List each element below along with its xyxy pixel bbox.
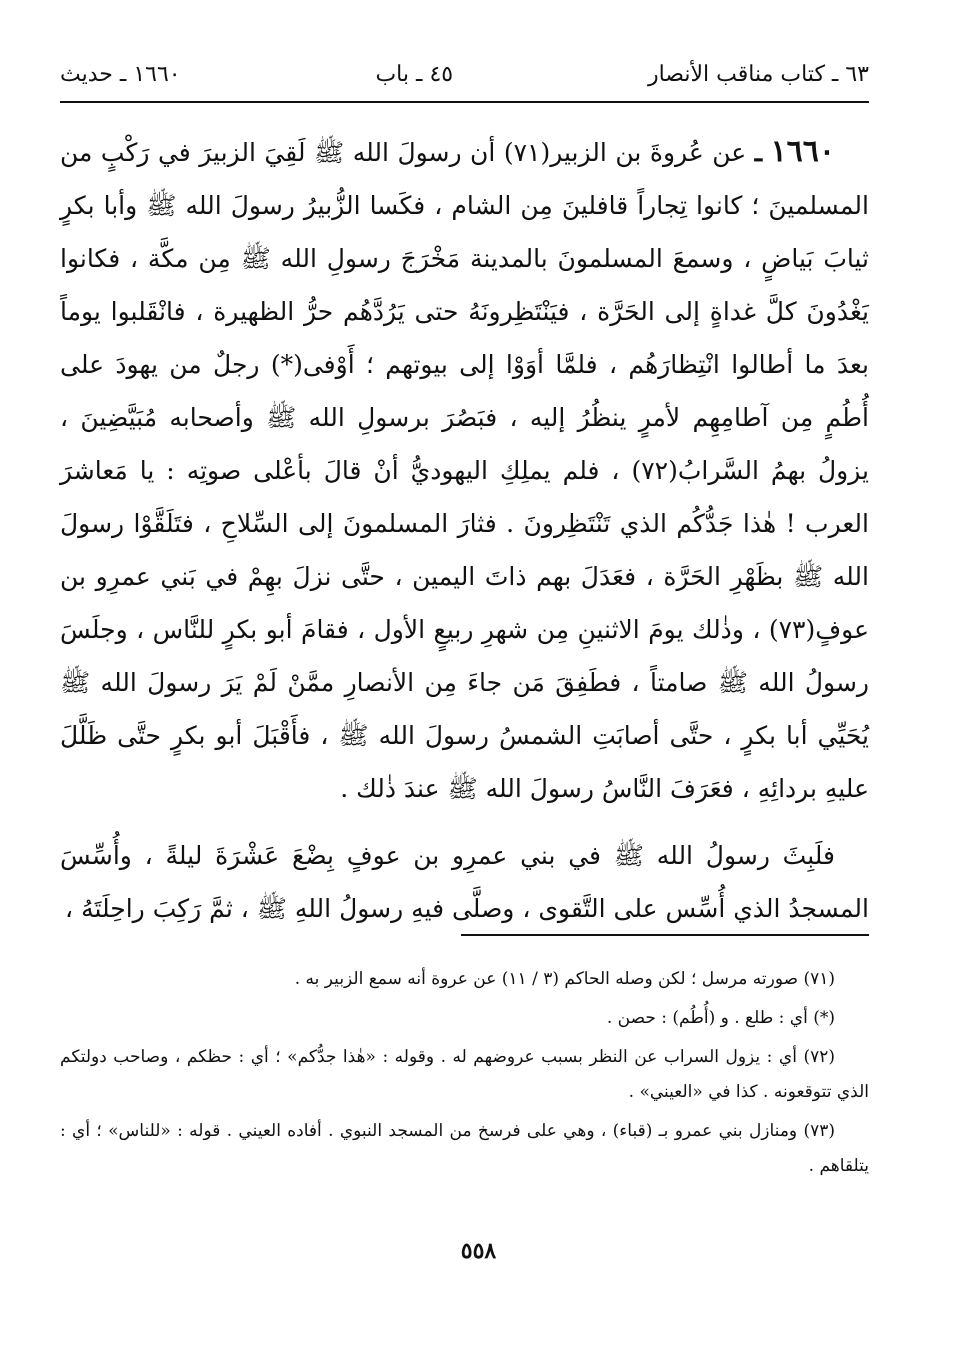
footnotes <box>60 962 869 1188</box>
page-number: ٥٥٨ <box>460 1238 497 1264</box>
footnote-72: (٧٢) أي : يزول السراب عن النظر بسبب عروضهم له . وقوله : «هٰذا جدُّكم» ؛ أي : حظكم ، وصاحب دولتكم الذي تتوقعونه . كذا في «العيني» . <box>60 1047 869 1102</box>
header-chapter-title: ٦٣ ـ كتاب مناقب الأنصار <box>647 61 869 87</box>
hadith-number: ١٦٦٠ <box>770 134 836 169</box>
footnote-star: (*) أي : طلع . و (أُطُم) : حصن . <box>606 1008 835 1028</box>
header-divider <box>60 101 869 103</box>
hadith-text-1: عن عُروةَ بن الزبير(٧١) أن رسولَ الله ﷺ لَقِيَ الزبيرَ في رَكْبٍ من المسلمينَ ؛ كانوا تِجاراً قافلينَ مِن الشام ، فكَسا الزُّبيرُ رسولَ الله ﷺ وأبا بكرٍ ثيابَ بَياضٍ ، وسمعَ المسلمونَ بالمدينة مَخْرَجَ رسولِ الله ﷺ مِن مكَّة ، فكانوا يَغْدُونَ كلَّ غداةٍ إلى الحَرَّة ، فيَنْتَظِرونَهُ حتى يَرُدَّهُم حرُّ الظهيرة ، فانْقَلبوا يوماً بعدَ ما أطالوا انْتِظارَهُم ، فلمَّا أوَوْا إلى بيوتهم ؛ أَوْفى(*) رجلٌ من يهودَ على أُطُمٍ مِن آطامِهِم لأمرٍ ينظُرُ إليه ، فبَصُرَ برسولِ الله ﷺ وأصحابه مُبَيَّضِينَ ، يزولُ بهمُ السَّرابُ(٧٢) ، فلم يملِكِ اليهوديُّ أنْ قالَ بأعْلى صوتِه : يا مَعاشرَ العرب ! هٰذا جَدُّكُم الذي تَنْتَظِرونَ . فثارَ المسلمونَ إلى السِّلاحِ ، فتَلَقَّوْا رسولَ الله ﷺ بظَهْرِ الحَرَّة ، فعَدَلَ بهم ذاتَ اليمين ، حتَّى نزلَ بهِمْ في بَني عمرِو بن عوفٍ(٧٣) ، وذٰلك يومَ الاثنينِ مِن شهرِ ربيعٍ الأول ، فقامَ أبو بكرٍ للنَّاس ، وجلَسَ رسولُ الله ﷺ صامتاً ، فطَفِقَ مَن جاءَ مِن الأنصارِ ممَّنْ لَمْ يَرَ رسولَ الله ﷺ يُحَيِّي أبا بكرٍ ، حتَّى أصابَتِ الشمسُ رسولَ الله ﷺ ، فأَقْبَلَ أبو بكرٍ حتَّى ظَلَّلَ عليهِ بردائِهِ ، فعَرَفَ النَّاسُ رسولَ الله ﷺ عندَ ذٰلك . <box>60 138 870 803</box>
header-hadith-number: ١٦٦٠ ـ حديث <box>60 61 181 87</box>
hadith-text-2: فلَبِثَ رسولُ الله ﷺ في بني عمرِو بن عوفٍ بِضْعَ عَشْرَةَ ليلةً ، وأُسِّسَ المسجدُ الذي أُسِّس على التَّقوى ، وصلَّى فيهِ رسولُ اللهِ ﷺ ، ثمَّ رَكِبَ راحِلَتَهُ ، <box>60 841 869 923</box>
hadith-body <box>60 125 869 935</box>
hadith-paragraph-1 <box>60 125 869 815</box>
hadith-paragraph-2 <box>60 829 869 935</box>
footnote-divider <box>461 934 869 936</box>
running-header <box>60 54 869 94</box>
header-section-title: ٤٥ ـ باب <box>375 61 454 87</box>
hadith-dash: ـ <box>754 138 763 167</box>
footnote-73: (٧٣) ومنازل بني عمرو بـ (قباء) ، وهي على فرسخ من المسجد النبوي . أفاده العيني . قوله : «للناس» ؛ أي : يتلقاهم . <box>60 1121 869 1176</box>
footnote-71: (٧١) صورته مرسل ؛ لكن وصله الحاكم (٣ / ١١) عن عروة أنه سمع الزبير به . <box>294 969 835 989</box>
